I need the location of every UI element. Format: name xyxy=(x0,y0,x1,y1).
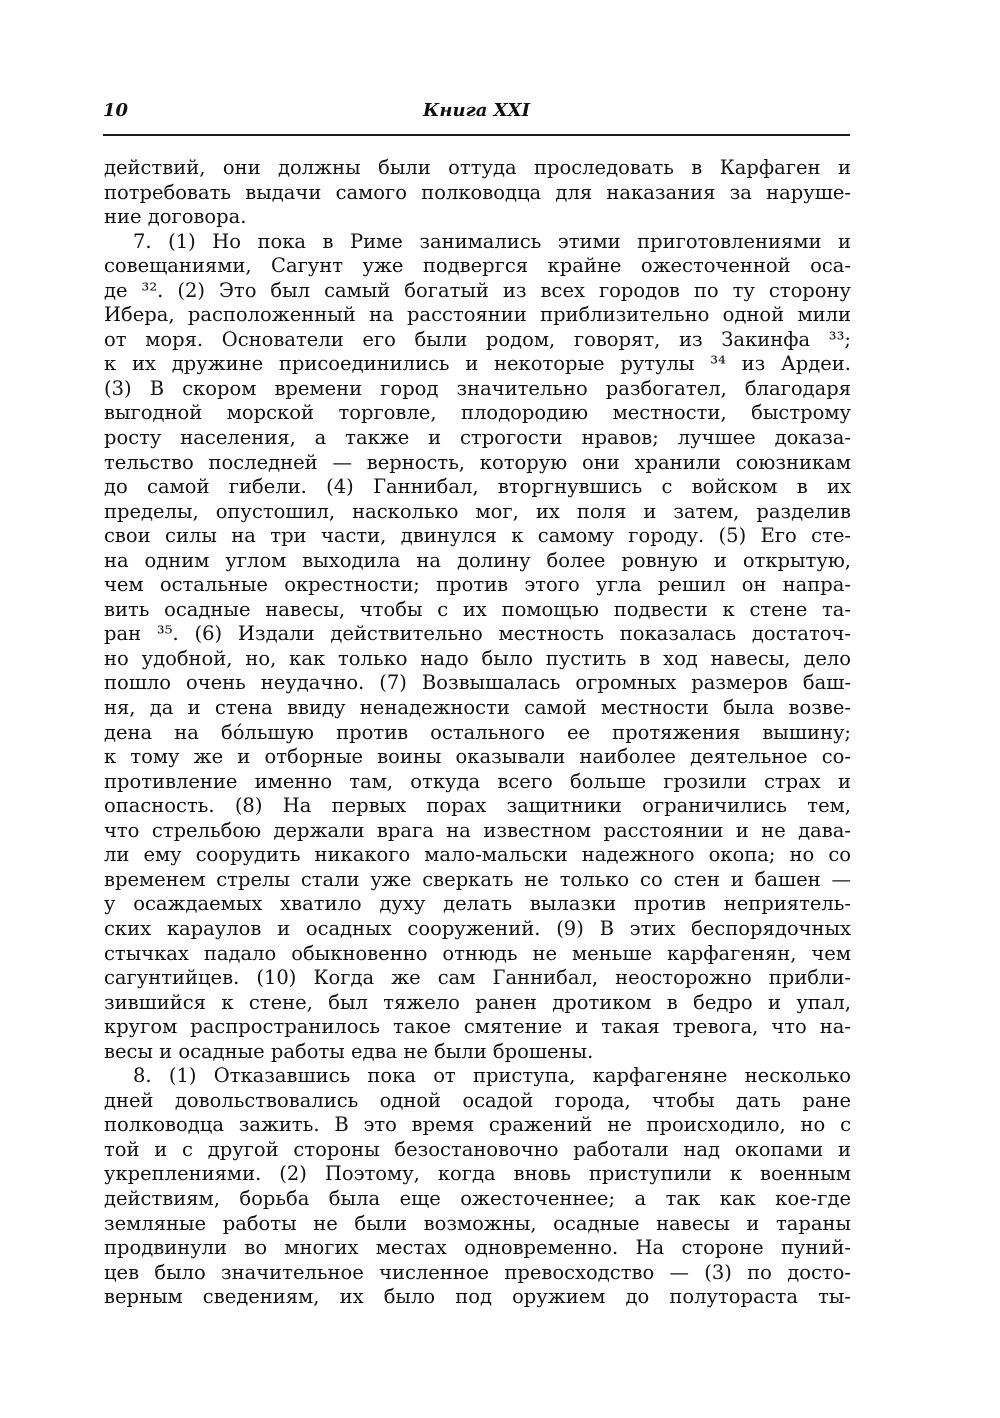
text-line: земляные работы не были возможны, осадные навесы и тараны xyxy=(104,1211,851,1235)
text-line: (3) В скором времени город значительно разбогател, благодаря xyxy=(104,376,851,400)
running-head: Книга XXI xyxy=(423,100,530,121)
text-line: выгодной морской торговле, плодородию местности, быстрому xyxy=(104,401,851,425)
text-line: стычках падало обыкновенно отнюдь не меньше карфагенян, чем xyxy=(104,941,851,965)
text-line: дней довольствовались одной осадой города, чтобы дать ране xyxy=(104,1088,851,1112)
page-number: 10 xyxy=(103,100,129,121)
text-line: пределы, опустошил, насколько мог, их поля и затем, разделив xyxy=(104,499,851,523)
text-line: той и с другой стороны безостановочно работали над окопами и xyxy=(104,1137,851,1161)
text-line: пошло очень неудачно. (7) Возвышалась огромных размеров баш- xyxy=(104,671,851,695)
text-line: до самой гибели. (4) Ганнибал, вторгнувшись с войском в их xyxy=(104,475,851,499)
text-line: полководца зажить. В это время сражений не происходило, но с xyxy=(104,1113,851,1137)
text-line: вить осадные навесы, чтобы с их помощью подвести к стене та- xyxy=(104,597,851,621)
text-line: цев было значительное численное превосходство — (3) по досто- xyxy=(104,1260,851,1284)
text-line: свои силы на три части, двинулся к самому городу. (5) Его сте- xyxy=(104,524,851,548)
text-line: совещаниями, Сагунт уже подвергся крайне ожесточенной оса- xyxy=(104,254,851,278)
text-line: к тому же и отборные воины оказывали наиболее деятельное со- xyxy=(104,745,851,769)
text-line: Ибера, расположенный на расстоянии приблизительно одной мили xyxy=(104,303,851,327)
text-line: верным сведениям, их было под оружием до полутораста ты- xyxy=(104,1285,851,1309)
text-line: опасность. (8) На первых порах защитники ограничились тем, xyxy=(104,794,851,818)
text-line: тельство последней — верность, которую они хранили союзникам xyxy=(104,450,851,474)
text-line: на одним углом выходила на долину более ровную и открытую, xyxy=(104,548,851,572)
text-line: противление именно там, откуда всего больше грозили страх и xyxy=(104,769,851,793)
page-header xyxy=(103,100,850,136)
text-line: продвинули во многих местах одновременно. На стороне пуний- xyxy=(104,1236,851,1260)
text-line: 8. (1) Отказавшись пока от приступа, карфагеняне несколько xyxy=(133,1064,851,1088)
text-line: дена на бо́льшую против остального ее протяжения вышину; xyxy=(104,720,851,744)
text-line: потребовать выдачи самого полководца для наказания за наруше- xyxy=(104,180,851,204)
text-line: временем стрелы стали уже сверкать не только со стен и башен — xyxy=(104,867,851,891)
text-line: сагунтийцев. (10) Когда же сам Ганнибал, неосторожно прибли- xyxy=(104,966,851,990)
text-line: ских караулов и осадных сооружений. (9) В этих беспорядочных xyxy=(104,916,851,940)
text-line: 7. (1) Но пока в Риме занимались этими приготовлениями и xyxy=(133,229,851,253)
text-line: ня, да и стена ввиду ненадежности самой местности была возве- xyxy=(104,696,851,720)
text-line: ран ³⁵. (6) Издали действительно местность показалась достаточ- xyxy=(104,622,851,646)
text-line: де ³². (2) Это был самый богатый из всех городов по ту сторону xyxy=(104,278,851,302)
text-line: ние договора. xyxy=(104,205,247,229)
text-line: росту населения, а также и строгости нравов; лучшее доказа- xyxy=(104,426,851,450)
text-line: к их дружине присоединились и некоторые рутулы ³⁴ из Ардеи. xyxy=(104,352,851,376)
text-line: но удобной, но, как только надо было пустить в ход навесы, дело xyxy=(104,646,851,670)
text-line: что стрельбою держали врага на известном расстоянии и не дава- xyxy=(104,818,851,842)
text-line: укреплениями. (2) Поэтому, когда вновь приступили к военным xyxy=(104,1162,851,1186)
text-line: зившийся к стене, был тяжело ранен дротиком в бедро и упал, xyxy=(104,990,851,1014)
text-line: действиям, борьба была еще ожесточеннее; а так как кое-где xyxy=(104,1186,851,1210)
text-line: весы и осадные работы едва не были брошены. xyxy=(104,1039,594,1063)
text-line: у осаждаемых хватило духу делать вылазки против неприятель- xyxy=(104,892,851,916)
text-line: ли ему соорудить никакого мало-мальски надежного окопа; но со xyxy=(104,843,851,867)
text-line: кругом распространилось такое смятение и такая тревога, что на- xyxy=(104,1015,851,1039)
text-line: от моря. Основатели его были родом, говорят, из Закинфа ³³; xyxy=(104,327,851,351)
text-line: чем остальные окрестности; против этого угла решил он напра- xyxy=(104,573,851,597)
body-text xyxy=(104,156,851,1310)
text-line: действий, они должны были оттуда проследовать в Карфаген и xyxy=(104,156,851,179)
